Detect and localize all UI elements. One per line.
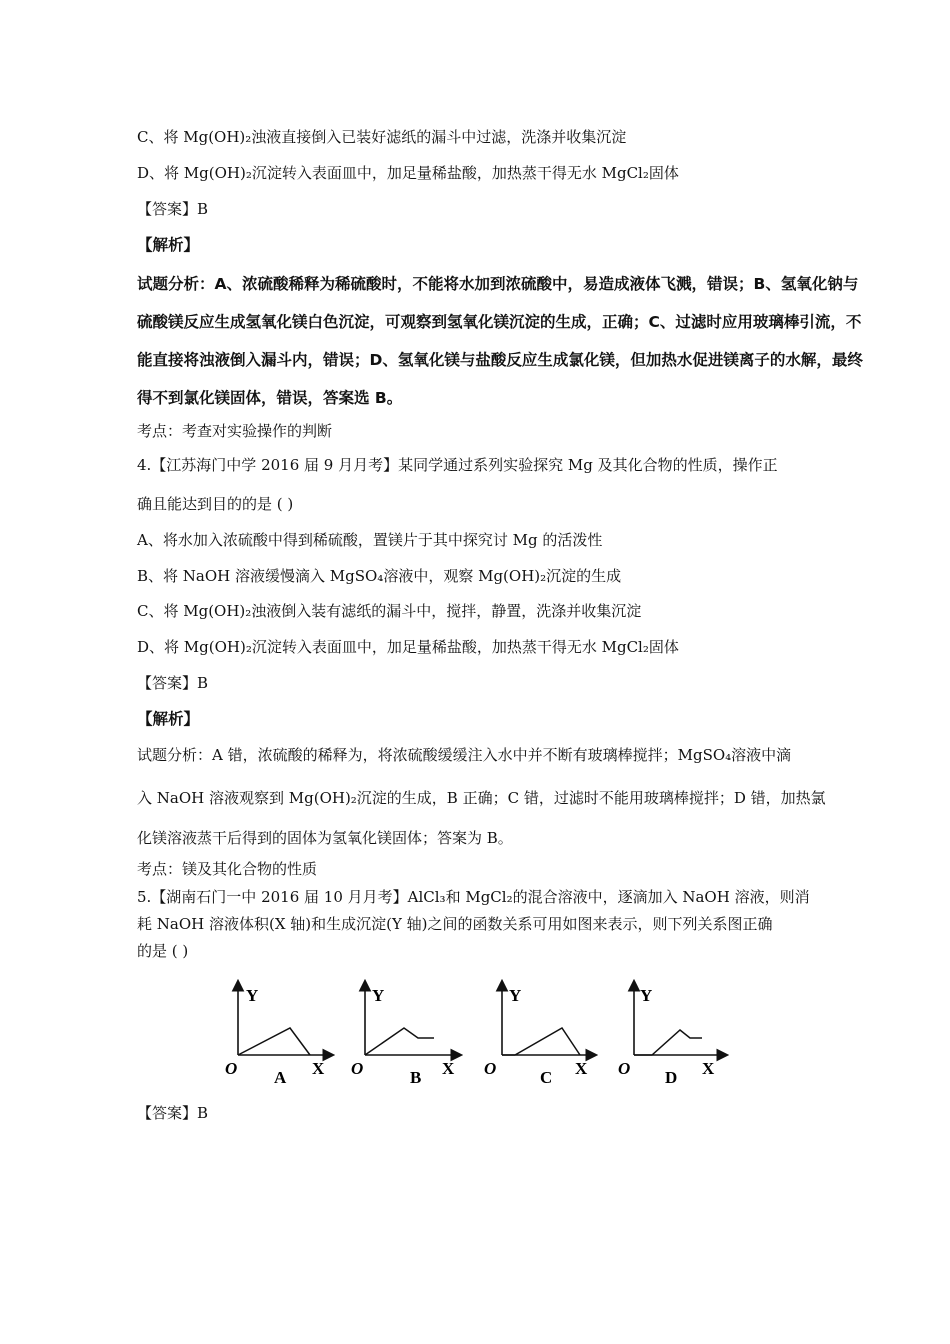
graph-d-y-label: Y (640, 986, 653, 1005)
graph-b-curve (365, 1028, 434, 1055)
graph-b-option-label: B (410, 1068, 422, 1087)
graph-c-x-label: X (575, 1059, 588, 1078)
graph-b-origin: O (351, 1059, 364, 1078)
graph-b (351, 982, 460, 1087)
graph-d-x-label: X (702, 1059, 715, 1078)
q5-stem-line-1: 5.【湖南石门一中 2016 届 10 月月考】AlCl₃和 MgCl₂的混合溶液中，逐滴加入 NaOH 溶液，则消 (137, 888, 810, 906)
q3-analysis-line-3: 能直接将浊液倒入漏斗内，错误；D、氢氧化镁与盐酸反应生成氯化镁，但加热水促进镁离子的水解，最终 (137, 351, 863, 369)
q3-analysis-line-1: 试题分析：A、浓硫酸稀释为稀硫酸时，不能将水加到浓硫酸中，易造成液体飞溅，错误；B、氢氧化钠与 (137, 275, 859, 293)
q3-analysis-header: 【解析】 (137, 236, 200, 254)
q3-kaodian: 考点：考查对实验操作的判断 (137, 422, 333, 440)
q4-analysis-line-2: 入 NaOH 溶液观察到 Mg(OH)₂沉淀的生成，B 正确；C 错，过滤时不能用玻璃棒搅拌；D 错，加热氯 (137, 789, 826, 807)
q3-option-d: D、将 Mg(OH)₂沉淀转入表面皿中，加足量稀盐酸，加热蒸干得无水 MgCl₂固体 (137, 164, 679, 182)
q4-analysis-line-1: 试题分析：A 错，浓硫酸的稀释为，将浓硫酸缓缓注入水中并不断有玻璃棒搅拌；MgSO₄溶液中滴 (137, 746, 792, 764)
q5-answer: 【答案】B (137, 1104, 209, 1122)
q5-graphs-svg (220, 970, 740, 1090)
q3-analysis-line-2: 硫酸镁反应生成氢氧化镁白色沉淀，可观察到氢氧化镁沉淀的生成，正确；C、过滤时应用玻璃棒引流，不 (137, 313, 862, 331)
q4-analysis-header: 【解析】 (137, 710, 200, 728)
graph-d-origin: O (618, 1059, 631, 1078)
q5-graph-options (220, 970, 740, 1090)
graph-d-curve (634, 1030, 702, 1055)
q4-kaodian: 考点：镁及其化合物的性质 (137, 860, 318, 878)
graph-c (484, 982, 595, 1087)
graph-b-x-label: X (442, 1059, 455, 1078)
graph-c-curve (502, 1028, 580, 1055)
graph-a-option-label: A (274, 1068, 287, 1087)
q4-answer: 【答案】B (137, 674, 209, 692)
q4-analysis-line-3: 化镁溶液蒸干后得到的固体为氢氧化镁固体；答案为 B。 (137, 829, 513, 847)
q5-stem-line-2: 耗 NaOH 溶液体积(X 轴)和生成沉淀(Y 轴)之间的函数关系可用如图来表示，则下列关系图正确 (137, 915, 773, 933)
graph-c-origin: O (484, 1059, 497, 1078)
graph-a-y-label: Y (246, 986, 259, 1005)
graph-d-option-label: D (665, 1068, 678, 1087)
graph-a-origin: O (225, 1059, 238, 1078)
q3-option-c: C、将 Mg(OH)₂浊液直接倒入已装好滤纸的漏斗中过滤，洗涤并收集沉淀 (137, 128, 627, 146)
graph-a (225, 982, 332, 1087)
q5-stem-line-3: 的是 ( ) (137, 942, 189, 960)
graph-a-curve (238, 1028, 310, 1055)
q4-option-a: A、将水加入浓硫酸中得到稀硫酸，置镁片于其中探究讨 Mg 的活泼性 (137, 531, 603, 549)
graph-a-x-label: X (312, 1059, 325, 1078)
q4-option-d: D、将 Mg(OH)₂沉淀转入表面皿中，加足量稀盐酸，加热蒸干得无水 MgCl₂固体 (137, 638, 679, 656)
q4-stem-line-1: 4.【江苏海门中学 2016 届 9 月月考】某同学通过系列实验探究 Mg 及其化合物的性质，操作正 (137, 456, 778, 474)
graph-b-y-label: Y (372, 986, 385, 1005)
graph-c-option-label: C (540, 1068, 553, 1087)
graph-c-y-label: Y (509, 986, 522, 1005)
q3-analysis-line-4: 得不到氯化镁固体，错误，答案选 B。 (137, 389, 403, 407)
q4-stem-line-2: 确且能达到目的的是 ( ) (137, 495, 294, 513)
q4-option-b: B、将 NaOH 溶液缓慢滴入 MgSO₄溶液中，观察 Mg(OH)₂沉淀的生成 (137, 567, 622, 585)
q4-option-c: C、将 Mg(OH)₂浊液倒入装有滤纸的漏斗中，搅拌，静置，洗涤并收集沉淀 (137, 602, 642, 620)
graph-d (618, 982, 726, 1087)
q3-answer: 【答案】B (137, 200, 209, 218)
